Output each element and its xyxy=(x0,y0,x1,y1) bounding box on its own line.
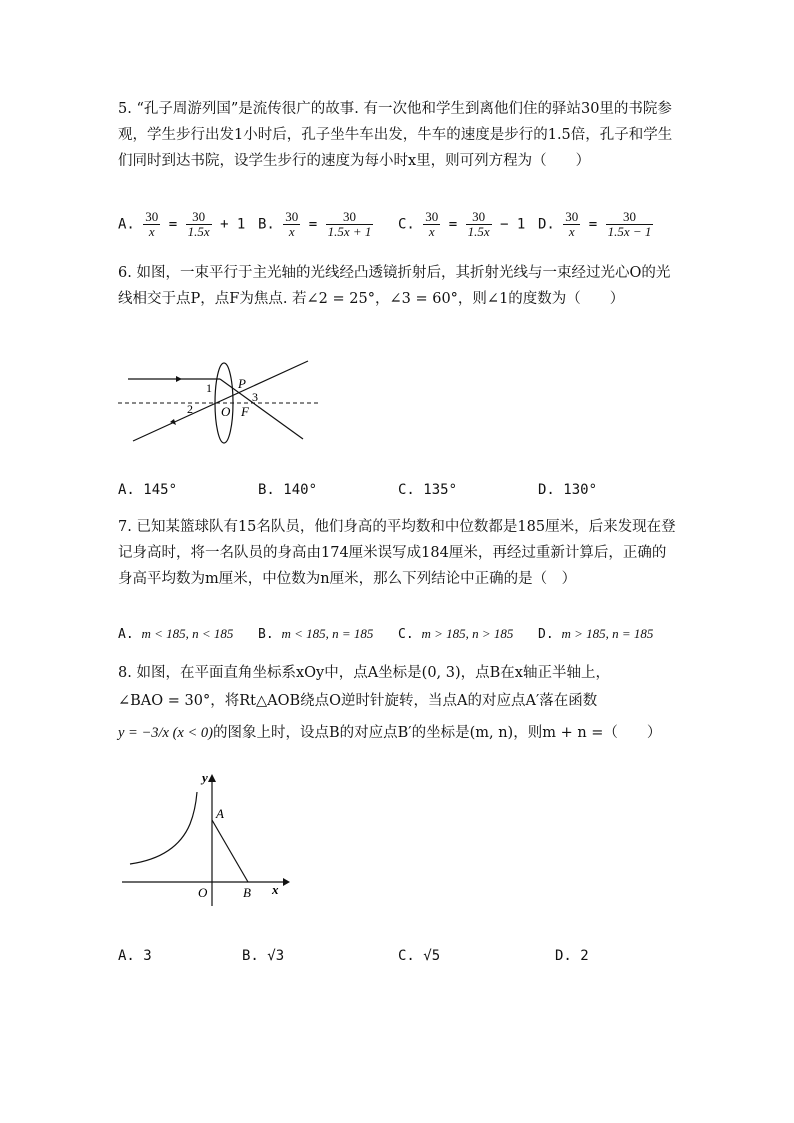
option-label: A. xyxy=(118,948,135,964)
equals-sign: = xyxy=(448,216,458,233)
numerator: 30 xyxy=(326,210,374,225)
coordinate-figure xyxy=(118,768,293,908)
denominator: x xyxy=(568,224,575,239)
q8-option-d xyxy=(555,948,589,964)
option-label: C. xyxy=(398,948,415,964)
option-value: m > 185, n > 185 xyxy=(421,626,514,641)
option-value: m > 185, n = 185 xyxy=(561,626,654,641)
option-label: D. xyxy=(538,216,555,233)
option-label: A. xyxy=(118,482,135,498)
option-label: B. xyxy=(242,948,259,964)
option-label: A. xyxy=(118,627,134,642)
option-value: 2 xyxy=(580,948,589,964)
angle-2-label: 2 xyxy=(187,402,193,416)
point-p-label: P xyxy=(238,376,246,391)
q6-option-a xyxy=(118,482,177,498)
fraction xyxy=(423,210,440,239)
point-a-label: A xyxy=(216,806,224,821)
option-label: D. xyxy=(538,482,555,498)
q5-option-c xyxy=(398,210,525,239)
option-label: B. xyxy=(258,216,275,233)
option-label: B. xyxy=(258,482,275,498)
fraction xyxy=(326,210,374,239)
option-value: m < 185, n < 185 xyxy=(141,626,234,641)
question-7-text: 7. 已知某篮球队有15名队员，他们身高的平均数和中位数都是185厘米，后来发现在登记身高时，将一名队员的身高由174厘米误写成184厘米，再经过重新计算后，正确的身高平均数为m厘米，中位数为n厘米，那么下列结论中正确的是（ ） xyxy=(118,519,676,587)
question-8-line-3-rest: 的图象上时，设点B的对应点B′的坐标是(m, n)，则m + n =（ ） xyxy=(212,725,662,741)
equals-sign: = xyxy=(588,216,598,233)
denominator: 1.5x − 1 xyxy=(607,224,652,239)
function-expression: y = −3/x (x < 0) xyxy=(118,725,213,741)
option-value: 135° xyxy=(423,482,458,498)
option-value: 140° xyxy=(283,482,318,498)
option-value: √3 xyxy=(267,948,285,964)
fraction xyxy=(186,210,212,239)
question-8-line-1: 8. 如图，在平面直角坐标系xOy中，点A坐标是(0, 3)，点B在x轴正半轴上， xyxy=(118,665,610,681)
point-f-label: F xyxy=(241,404,249,419)
tail-term: − 1 xyxy=(500,216,526,233)
equals-sign: = xyxy=(168,216,178,233)
lens-figure xyxy=(118,355,328,455)
x-axis-arrow-icon xyxy=(283,878,290,886)
fraction xyxy=(606,210,654,239)
y-axis-arrow-icon xyxy=(208,774,216,782)
q5-option-b xyxy=(258,210,373,239)
x-axis-label: x xyxy=(272,882,279,897)
option-label: D. xyxy=(538,627,554,642)
q7-option-c xyxy=(398,626,513,642)
q8-option-c xyxy=(398,948,440,964)
arrow-icon xyxy=(176,376,182,382)
option-label: A. xyxy=(118,216,135,233)
fraction xyxy=(563,210,580,239)
angle-1-label: 1 xyxy=(206,381,212,395)
option-label: D. xyxy=(555,948,572,964)
question-6-text: 6. 如图，一束平行于主光轴的光线经凸透镜折射后，其折射光线与一束经过光心O的光线相交于点P，点F为焦点. 若∠2 = 25°，∠3 = 60°，则∠1的度数为（ ） xyxy=(118,265,671,307)
denominator: 1.5x xyxy=(187,224,210,239)
numerator: 30 xyxy=(186,210,212,225)
y-axis-label: y xyxy=(202,770,208,785)
numerator: 30 xyxy=(606,210,654,225)
q7-option-b xyxy=(258,626,373,642)
q7-option-a xyxy=(118,626,233,642)
angle-3-label: 3 xyxy=(252,390,258,404)
q6-option-c xyxy=(398,482,457,498)
tail-term: + 1 xyxy=(220,216,246,233)
numerator: 30 xyxy=(565,209,579,224)
question-8-line-2: ∠BAO = 30°，将Rt△AOB绕点O逆时针旋转，当点A的对应点A′落在函数 xyxy=(118,693,598,709)
q7-option-d xyxy=(538,626,653,642)
numerator: 30 xyxy=(285,209,299,224)
numerator: 30 xyxy=(425,209,439,224)
q6-option-d xyxy=(538,482,597,498)
optical-center-ray xyxy=(133,361,308,441)
equals-sign: = xyxy=(308,216,318,233)
fraction xyxy=(143,210,160,239)
option-value: 145° xyxy=(143,482,178,498)
question-5-text: 5. “孔子周游列国”是流传很广的故事. 有一次他和学生到离他们住的驿站30里的书院参观，学生步行出发1小时后，孔子坐牛车出发，牛车的速度是步行的1.5倍，孔子和学生们同时到达书院，设学生步行的速度为每小时x里，则可列方程为（ ） xyxy=(118,101,673,169)
point-b-label: B xyxy=(243,885,251,900)
q8-option-b xyxy=(242,948,284,964)
option-label: C. xyxy=(398,216,415,233)
point-o-label: O xyxy=(221,404,231,419)
fraction xyxy=(283,210,300,239)
question-8-line-3 xyxy=(118,720,678,746)
denominator: x xyxy=(148,224,155,239)
q5-option-a xyxy=(118,210,245,239)
option-label: C. xyxy=(398,627,414,642)
numerator: 30 xyxy=(466,210,492,225)
numerator: 30 xyxy=(145,209,159,224)
q5-option-d xyxy=(538,210,653,239)
hyperbola-curve xyxy=(130,792,197,864)
option-label: B. xyxy=(258,627,274,642)
fraction xyxy=(466,210,492,239)
option-value: √5 xyxy=(423,948,441,964)
option-value: 130° xyxy=(563,482,598,498)
option-value: 3 xyxy=(143,948,152,964)
denominator: x xyxy=(288,224,295,239)
denominator: x xyxy=(428,224,435,239)
q6-option-b xyxy=(258,482,317,498)
option-label: C. xyxy=(398,482,415,498)
denominator: 1.5x + 1 xyxy=(327,224,372,239)
q8-option-a xyxy=(118,948,152,964)
denominator: 1.5x xyxy=(467,224,490,239)
segment-ab xyxy=(212,820,248,882)
option-value: m < 185, n = 185 xyxy=(281,626,374,641)
origin-label: O xyxy=(198,885,208,900)
